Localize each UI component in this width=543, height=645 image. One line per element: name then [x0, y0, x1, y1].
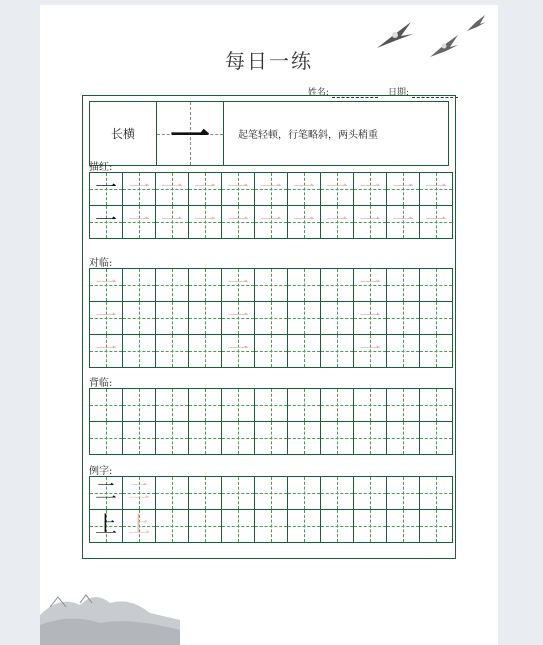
- practice-char: 一: [358, 338, 381, 363]
- practice-cell[interactable]: [387, 206, 420, 239]
- practice-char: 一: [127, 209, 150, 234]
- practice-char: 一: [226, 176, 249, 201]
- practice-cell[interactable]: [189, 206, 222, 239]
- practice-cell[interactable]: [123, 173, 156, 206]
- practice-char: 上: [94, 513, 117, 538]
- practice-cell[interactable]: [90, 269, 123, 302]
- practice-char: 一: [94, 176, 117, 201]
- practice-cell[interactable]: [123, 389, 156, 422]
- practice-cell[interactable]: [321, 206, 354, 239]
- practice-char: 二: [127, 480, 150, 505]
- practice-cell[interactable]: [321, 335, 354, 368]
- practice-cell[interactable]: [288, 477, 321, 510]
- practice-cell[interactable]: [189, 335, 222, 368]
- practice-cell[interactable]: [387, 477, 420, 510]
- practice-frame: [82, 95, 456, 559]
- practice-cell[interactable]: [387, 422, 420, 455]
- practice-char: 一: [424, 176, 447, 201]
- practice-char: 一: [94, 305, 117, 330]
- practice-cell[interactable]: [387, 269, 420, 302]
- date-field[interactable]: 日期:: [388, 85, 458, 98]
- practice-char: 一: [391, 176, 414, 201]
- practice-cell[interactable]: [123, 335, 156, 368]
- practice-char: 一: [226, 338, 249, 363]
- practice-cell[interactable]: [387, 302, 420, 335]
- practice-cell[interactable]: [222, 206, 255, 239]
- stroke-info-box: [89, 101, 449, 166]
- practice-cell[interactable]: [189, 477, 222, 510]
- practice-cell[interactable]: [90, 389, 123, 422]
- grid-row: [90, 173, 453, 206]
- practice-char: 一: [226, 305, 249, 330]
- practice-char: 一: [94, 272, 117, 297]
- practice-cell[interactable]: [156, 389, 189, 422]
- practice-cell[interactable]: [387, 389, 420, 422]
- practice-char: 一: [259, 209, 282, 234]
- practice-cell[interactable]: [420, 477, 453, 510]
- grid-row: [90, 477, 453, 510]
- practice-cell[interactable]: [288, 269, 321, 302]
- practice-cell[interactable]: [222, 269, 255, 302]
- practice-cell[interactable]: [288, 335, 321, 368]
- stroke-demo-cell: [157, 102, 224, 165]
- practice-cell[interactable]: [387, 335, 420, 368]
- grid-row: [90, 422, 453, 455]
- practice-cell[interactable]: [354, 173, 387, 206]
- practice-cell[interactable]: [156, 422, 189, 455]
- practice-grid: [89, 172, 453, 239]
- practice-cell[interactable]: [123, 510, 156, 543]
- grid-row: [90, 510, 453, 543]
- practice-cell[interactable]: [90, 422, 123, 455]
- practice-cell[interactable]: [321, 173, 354, 206]
- practice-cell[interactable]: [420, 422, 453, 455]
- practice-cell[interactable]: [222, 302, 255, 335]
- practice-cell[interactable]: [288, 389, 321, 422]
- practice-cell[interactable]: [123, 302, 156, 335]
- practice-cell[interactable]: [90, 173, 123, 206]
- practice-cell[interactable]: [354, 269, 387, 302]
- practice-char: 一: [160, 176, 183, 201]
- stroke-name: 长横: [90, 102, 157, 165]
- practice-cell[interactable]: [354, 422, 387, 455]
- practice-cell[interactable]: [90, 510, 123, 543]
- practice-cell[interactable]: [321, 269, 354, 302]
- practice-char: 一: [424, 209, 447, 234]
- practice-cell[interactable]: [189, 173, 222, 206]
- practice-cell[interactable]: [288, 173, 321, 206]
- grid-row: [90, 302, 453, 335]
- practice-cell[interactable]: [255, 335, 288, 368]
- practice-char: 一: [226, 209, 249, 234]
- practice-cell[interactable]: [255, 206, 288, 239]
- practice-cell[interactable]: [222, 173, 255, 206]
- practice-char: 一: [292, 176, 315, 201]
- practice-char: 一: [94, 338, 117, 363]
- practice-cell[interactable]: [420, 335, 453, 368]
- practice-grid: [89, 476, 453, 543]
- landscape-decoration: [40, 575, 180, 645]
- practice-char: 一: [358, 272, 381, 297]
- practice-cell[interactable]: [156, 510, 189, 543]
- section-label: 例字:: [89, 466, 113, 477]
- practice-cell[interactable]: [189, 422, 222, 455]
- practice-cell[interactable]: [156, 477, 189, 510]
- practice-cell[interactable]: [288, 302, 321, 335]
- practice-cell[interactable]: [189, 510, 222, 543]
- practice-cell[interactable]: [255, 173, 288, 206]
- practice-cell[interactable]: [123, 477, 156, 510]
- practice-cell[interactable]: [189, 389, 222, 422]
- practice-cell[interactable]: [321, 510, 354, 543]
- grid-row: [90, 335, 453, 368]
- practice-char: 一: [94, 209, 117, 234]
- practice-cell[interactable]: [189, 302, 222, 335]
- practice-cell[interactable]: [354, 302, 387, 335]
- name-field[interactable]: 姓名:: [308, 85, 378, 98]
- practice-char: 一: [160, 209, 183, 234]
- practice-cell[interactable]: [255, 477, 288, 510]
- practice-cell[interactable]: [387, 510, 420, 543]
- practice-cell[interactable]: [420, 269, 453, 302]
- practice-cell[interactable]: [123, 206, 156, 239]
- practice-cell[interactable]: [222, 477, 255, 510]
- practice-cell[interactable]: [222, 422, 255, 455]
- section-label: 描红:: [89, 162, 113, 173]
- stroke-description: 起笔轻顿，行笔略斜，两头稍重: [238, 130, 378, 141]
- practice-cell[interactable]: [354, 206, 387, 239]
- practice-char: 上: [127, 513, 150, 538]
- practice-cell[interactable]: [123, 269, 156, 302]
- practice-char: 一: [193, 176, 216, 201]
- practice-grid: [89, 268, 453, 368]
- practice-cell[interactable]: [123, 422, 156, 455]
- practice-cell[interactable]: [420, 510, 453, 543]
- practice-char: 一: [226, 272, 249, 297]
- practice-char: 一: [127, 176, 150, 201]
- practice-cell[interactable]: [222, 335, 255, 368]
- grid-row: [90, 269, 453, 302]
- practice-char: 一: [391, 209, 414, 234]
- crane-decoration-3: [465, 13, 487, 33]
- practice-char: 一: [292, 209, 315, 234]
- practice-cell[interactable]: [321, 302, 354, 335]
- practice-cell[interactable]: [321, 389, 354, 422]
- practice-cell[interactable]: [90, 206, 123, 239]
- practice-char: 一: [193, 209, 216, 234]
- practice-cell[interactable]: [420, 206, 453, 239]
- stroke-glyph: 一: [170, 113, 210, 160]
- practice-grid: [89, 388, 453, 455]
- practice-cell[interactable]: [90, 302, 123, 335]
- section-label: 背临:: [89, 378, 113, 389]
- practice-cell[interactable]: [255, 302, 288, 335]
- practice-cell[interactable]: [354, 389, 387, 422]
- page-title: 每日一练: [225, 49, 313, 73]
- practice-cell[interactable]: [354, 477, 387, 510]
- practice-char: 一: [325, 176, 348, 201]
- practice-char: 一: [358, 176, 381, 201]
- practice-cell[interactable]: [420, 302, 453, 335]
- practice-cell[interactable]: [288, 206, 321, 239]
- practice-char: 一: [358, 209, 381, 234]
- worksheet-page: [40, 5, 498, 645]
- practice-cell[interactable]: [156, 173, 189, 206]
- practice-cell[interactable]: [156, 335, 189, 368]
- practice-cell[interactable]: [288, 422, 321, 455]
- practice-cell[interactable]: [420, 389, 453, 422]
- practice-char: 二: [94, 480, 117, 505]
- practice-cell[interactable]: [222, 389, 255, 422]
- practice-cell[interactable]: [387, 173, 420, 206]
- practice-cell[interactable]: [189, 269, 222, 302]
- section-label: 对临:: [89, 258, 113, 269]
- practice-cell[interactable]: [288, 510, 321, 543]
- grid-row: [90, 389, 453, 422]
- practice-cell[interactable]: [156, 206, 189, 239]
- practice-cell[interactable]: [90, 335, 123, 368]
- practice-char: 一: [325, 209, 348, 234]
- practice-cell[interactable]: [321, 477, 354, 510]
- practice-cell[interactable]: [354, 510, 387, 543]
- practice-cell[interactable]: [321, 422, 354, 455]
- practice-cell[interactable]: [90, 477, 123, 510]
- grid-row: [90, 206, 453, 239]
- practice-cell[interactable]: [255, 510, 288, 543]
- practice-char: 一: [358, 305, 381, 330]
- practice-cell[interactable]: [255, 422, 288, 455]
- practice-cell[interactable]: [354, 335, 387, 368]
- practice-cell[interactable]: [255, 389, 288, 422]
- practice-cell[interactable]: [255, 269, 288, 302]
- practice-char: 一: [259, 176, 282, 201]
- practice-cell[interactable]: [222, 510, 255, 543]
- practice-cell[interactable]: [156, 269, 189, 302]
- practice-cell[interactable]: [156, 302, 189, 335]
- practice-cell[interactable]: [420, 173, 453, 206]
